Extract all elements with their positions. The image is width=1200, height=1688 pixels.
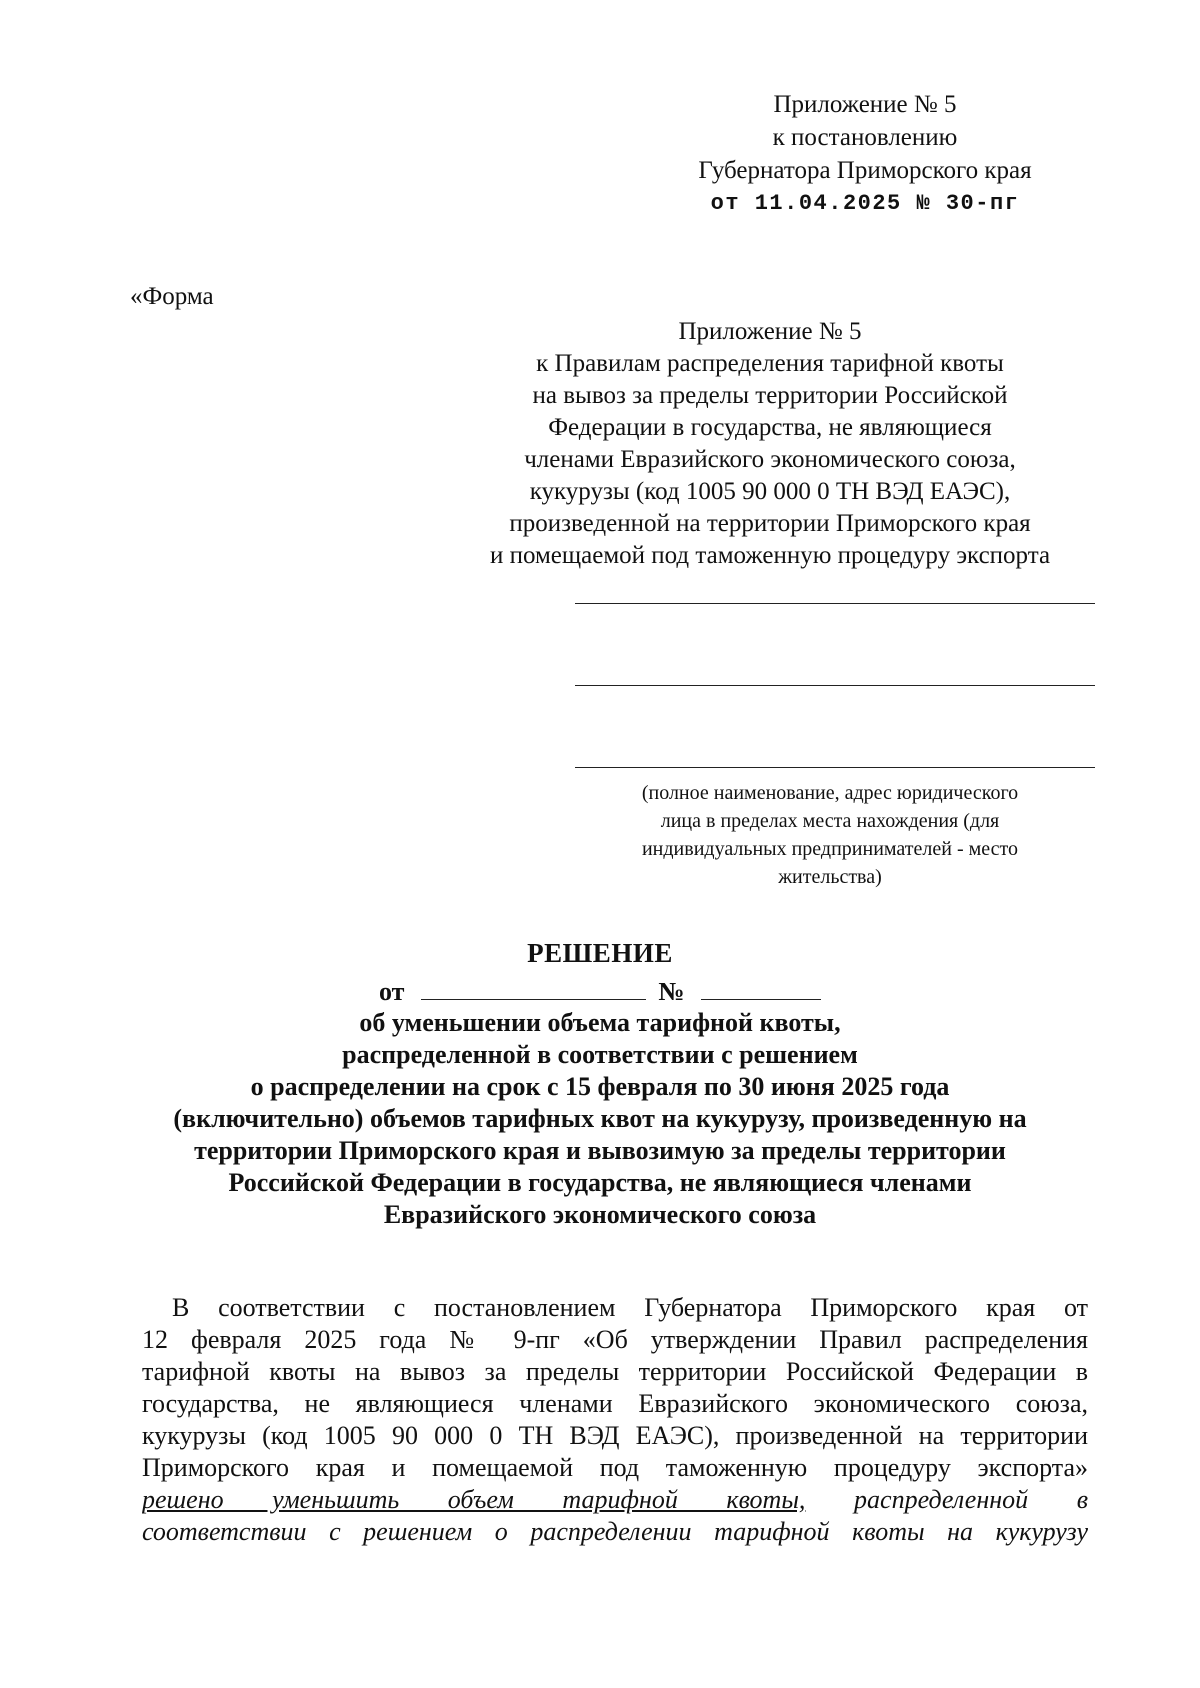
form-label: «Форма: [130, 283, 214, 310]
date-blank: [421, 977, 646, 1000]
subtitle-line: территории Приморского края и вывозимую за пределы территории: [194, 1136, 1006, 1165]
appendix-line: произведенной на территории Приморского края: [509, 510, 1031, 537]
header-line: Приложение № 5: [773, 91, 957, 118]
appendix-line: на вывоз за пределы территории Российской: [532, 382, 1008, 409]
subtitle-line: Российской Федерации в государства, не являющиеся членами: [228, 1168, 972, 1197]
body-italic-line: соответствии с решением о распределении тарифной квоты на кукурузу: [142, 1517, 1088, 1546]
subtitle-line: о распределении на срок с 15 февраля по 30 июня 2025 года: [250, 1072, 950, 1101]
note-line: лица в пределах места нахождения (для: [660, 810, 1000, 832]
appendix-line: к Правилам распределения тарифной квоты: [536, 350, 1004, 377]
appendix-line: Приложение № 5: [678, 318, 862, 345]
decision-subtitle: [100, 1007, 1100, 1231]
note-line: (полное наименование, адрес юридического: [641, 782, 1019, 804]
header-block: [640, 88, 1090, 221]
body-line: Приморского края и помещаемой под таможенную процедуру экспорта»: [142, 1453, 1088, 1482]
appendix-line: Федерации в государства, не являющиеся: [548, 414, 992, 441]
recipient-blank-line: [575, 767, 1095, 768]
appendix-line: членами Евразийского экономического союза,: [524, 446, 1016, 473]
appendix-line: и помещаемой под таможенную процедуру экспорта: [489, 542, 1051, 569]
body-line: 12 февраля 2025 года № 9-пг «Об утверждении Правил распределения: [142, 1325, 1088, 1354]
body-italic-line: [142, 1484, 1088, 1516]
subtitle-line: распределенной в соответствии с решением: [342, 1040, 858, 1069]
subtitle-line: об уменьшении объема тарифной квоты,: [359, 1008, 841, 1037]
note-line: индивидуальных предприниматeлей - место: [641, 838, 1019, 860]
decision-underlined-phrase: решено уменьшить объем тарифной квоты,: [142, 1485, 806, 1514]
appendix-block: [430, 316, 1110, 572]
body-line: В соответствии с постановлением Губернатора Приморского края от: [172, 1293, 1088, 1322]
number-label: №: [658, 977, 685, 1006]
header-line: к постановлению: [772, 124, 958, 151]
registration-stamp: от 11.04.2025 № 30-пг: [710, 191, 1020, 216]
decision-title: РЕШЕНИЕ: [527, 938, 673, 968]
note-line: жительства): [778, 866, 882, 888]
recipient-blank-line: [575, 603, 1095, 604]
from-label: от: [378, 977, 405, 1006]
header-line: Губернатора Приморского края: [698, 157, 1032, 184]
decision-phrase-rest: распределенной в: [854, 1485, 1088, 1514]
recipient-note: [580, 779, 1080, 891]
body-line: государства, не являющиеся членами Евразийского экономического союза,: [142, 1389, 1088, 1418]
subtitle-line: (включительно) объемов тарифных квот на кукурузу, произведенную на: [173, 1104, 1027, 1133]
body-line: кукурузы (код 1005 90 000 0 ТН ВЭД ЕАЭС), произведенной на территории: [142, 1421, 1088, 1450]
subtitle-line: Евразийского экономического союза: [383, 1200, 817, 1229]
number-blank: [701, 977, 821, 1000]
appendix-line: кукурузы (код 1005 90 000 0 ТН ВЭД ЕАЭС),: [529, 478, 1011, 505]
body-line: тарифной квоты на вывоз за пределы территории Российской Федерации в: [142, 1357, 1088, 1386]
recipient-blank-line: [575, 685, 1095, 686]
decision-date-number-row: [0, 976, 1200, 1008]
body-paragraph: [142, 1292, 1088, 1548]
